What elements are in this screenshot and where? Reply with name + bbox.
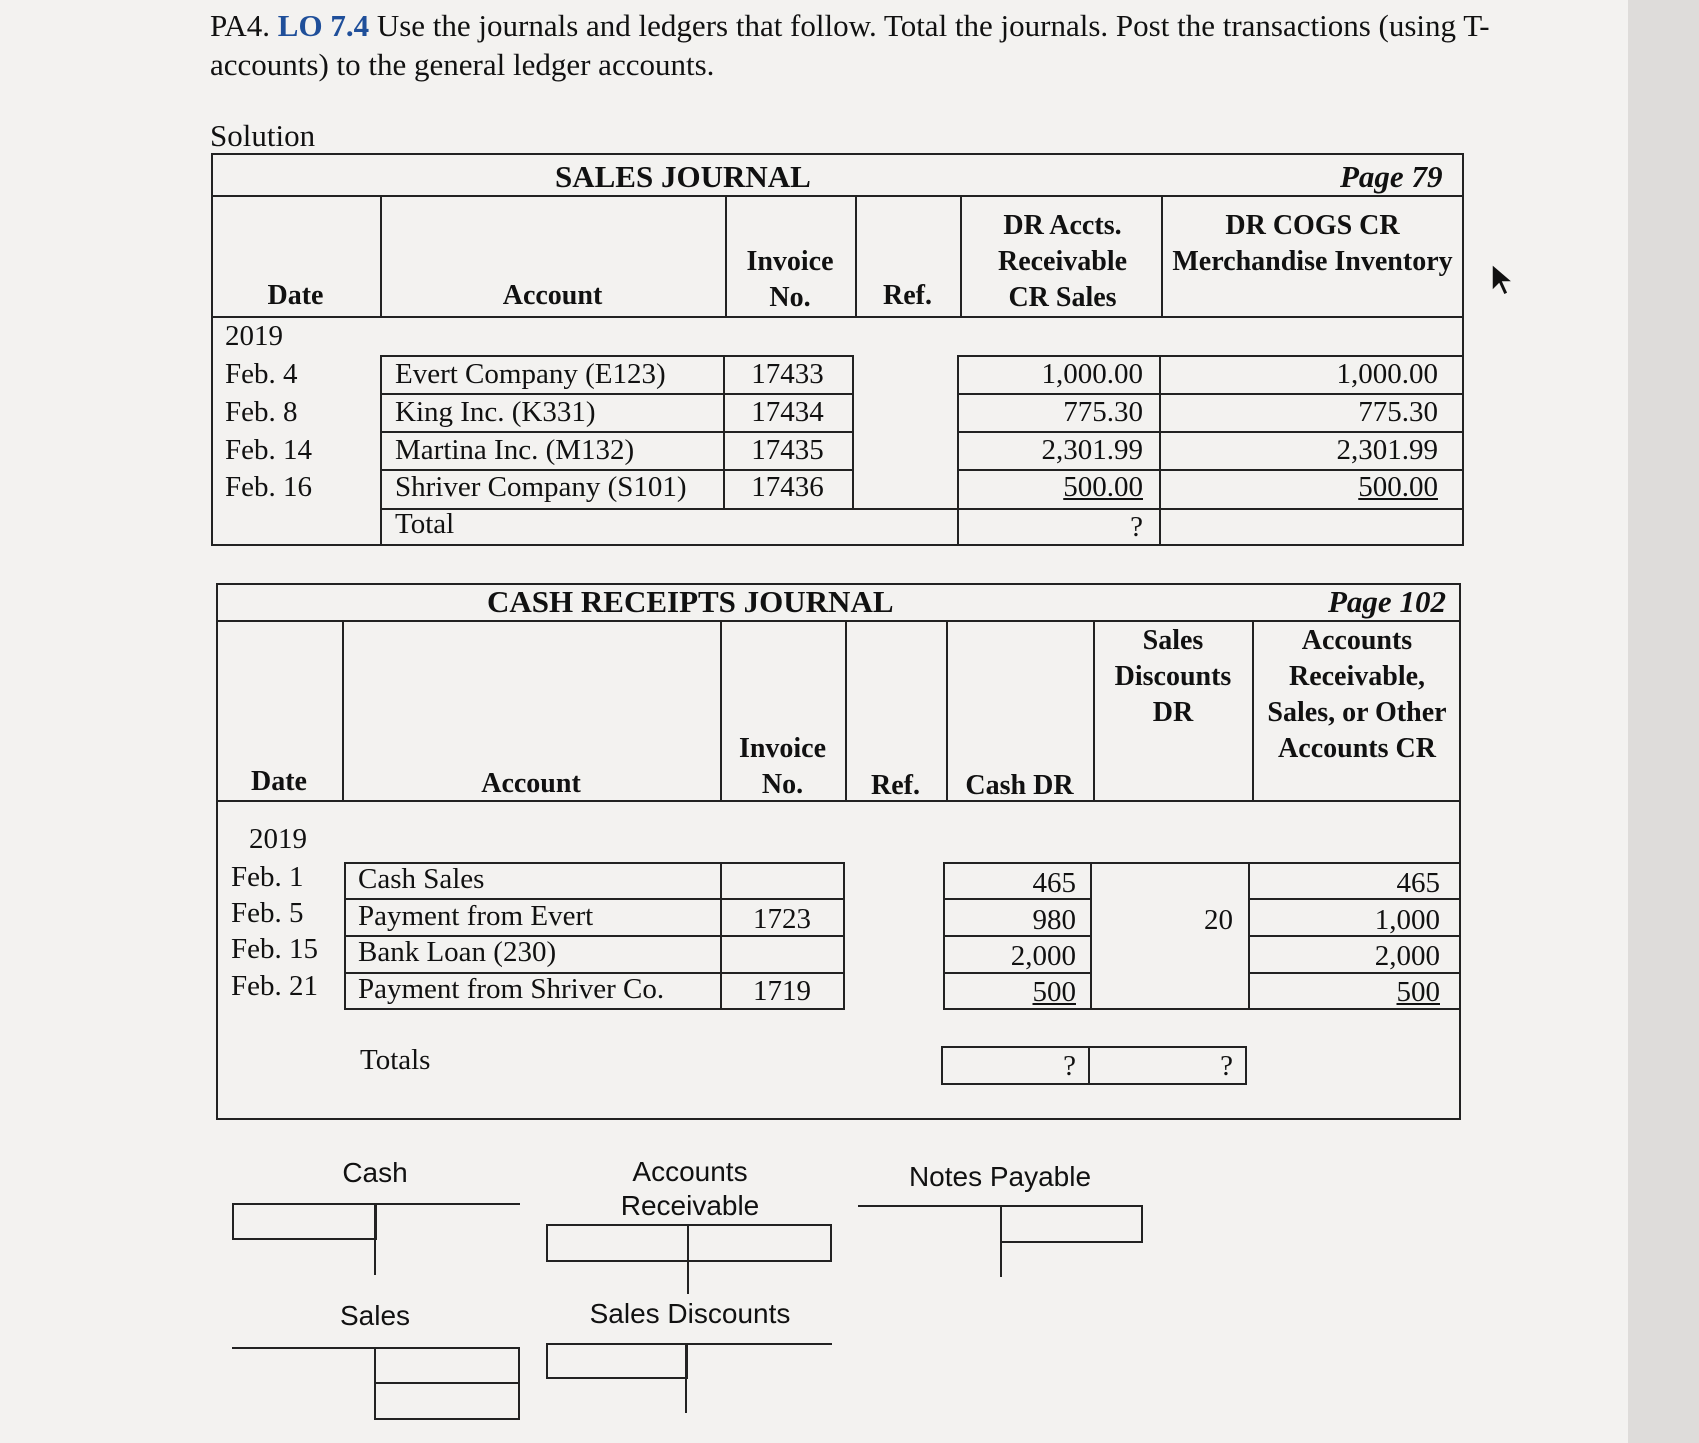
crj-header-credit: Accounts Receivable, Sales, or Other Accounts CR: [1267, 625, 1447, 764]
sj-header-ref: Ref.: [883, 280, 932, 311]
sj-header-ar: DR Accts. Receivable CR Sales: [997, 210, 1128, 313]
sj-header-date: Date: [267, 280, 324, 311]
t-account-label: Sales Discounts: [589, 1298, 791, 1329]
lo-link[interactable]: LO 7.4: [277, 8, 370, 43]
t-account-entry-box[interactable]: [232, 1203, 377, 1240]
t-account-entry-box[interactable]: [546, 1343, 688, 1379]
sj-total-label: Total: [395, 508, 455, 540]
t-account-label: Cash: [342, 1157, 408, 1188]
sales-journal-page: Page 79: [1340, 159, 1443, 194]
sj-header-cogs: DR COGS CR Merchandise Inventory: [1172, 210, 1453, 277]
crj-year: 2019: [249, 823, 307, 855]
problem-text: Use the journals and ledgers that follow. Total the journals. Post the transactions (using T-accounts) to the general ledger accounts.: [210, 8, 1490, 82]
crj-total-cash: ?: [1063, 1050, 1076, 1082]
crj-header-discounts: Sales Discounts DR: [1114, 625, 1232, 728]
problem-statement: [210, 6, 1490, 84]
problem-id: PA4.: [210, 8, 271, 43]
crj-header-invoice: Invoice No.: [738, 733, 827, 800]
sales-journal-title: SALES JOURNAL: [555, 159, 811, 194]
crj-total-discount: ?: [1220, 1050, 1233, 1082]
sj-header-account: Account: [502, 280, 603, 311]
crj-header-account: Account: [481, 768, 581, 799]
crj-header-cash: Cash DR: [965, 770, 1074, 801]
sj-year: 2019: [225, 320, 283, 352]
mouse-pointer-icon: [1490, 262, 1516, 298]
sj-total-ar: ?: [1130, 511, 1143, 543]
crj-page: Page 102: [1328, 584, 1446, 619]
sj-header-invoice: Invoice No.: [746, 246, 834, 313]
t-account-entry-box[interactable]: [1000, 1205, 1143, 1243]
crj-title: CASH RECEIPTS JOURNAL: [487, 584, 894, 619]
t-account-entry-box[interactable]: [546, 1224, 832, 1262]
crj-totals-label: Totals: [360, 1044, 431, 1076]
t-account-label: Notes Payable: [908, 1161, 1092, 1192]
crj-header-ref: Ref.: [871, 770, 920, 801]
t-account-label: Accounts Receivable: [620, 1156, 760, 1221]
crj-header-date: Date: [251, 766, 307, 797]
t-account-label: Sales: [339, 1300, 411, 1331]
solution-label: Solution: [210, 118, 316, 153]
page-edge: [1628, 0, 1699, 1443]
